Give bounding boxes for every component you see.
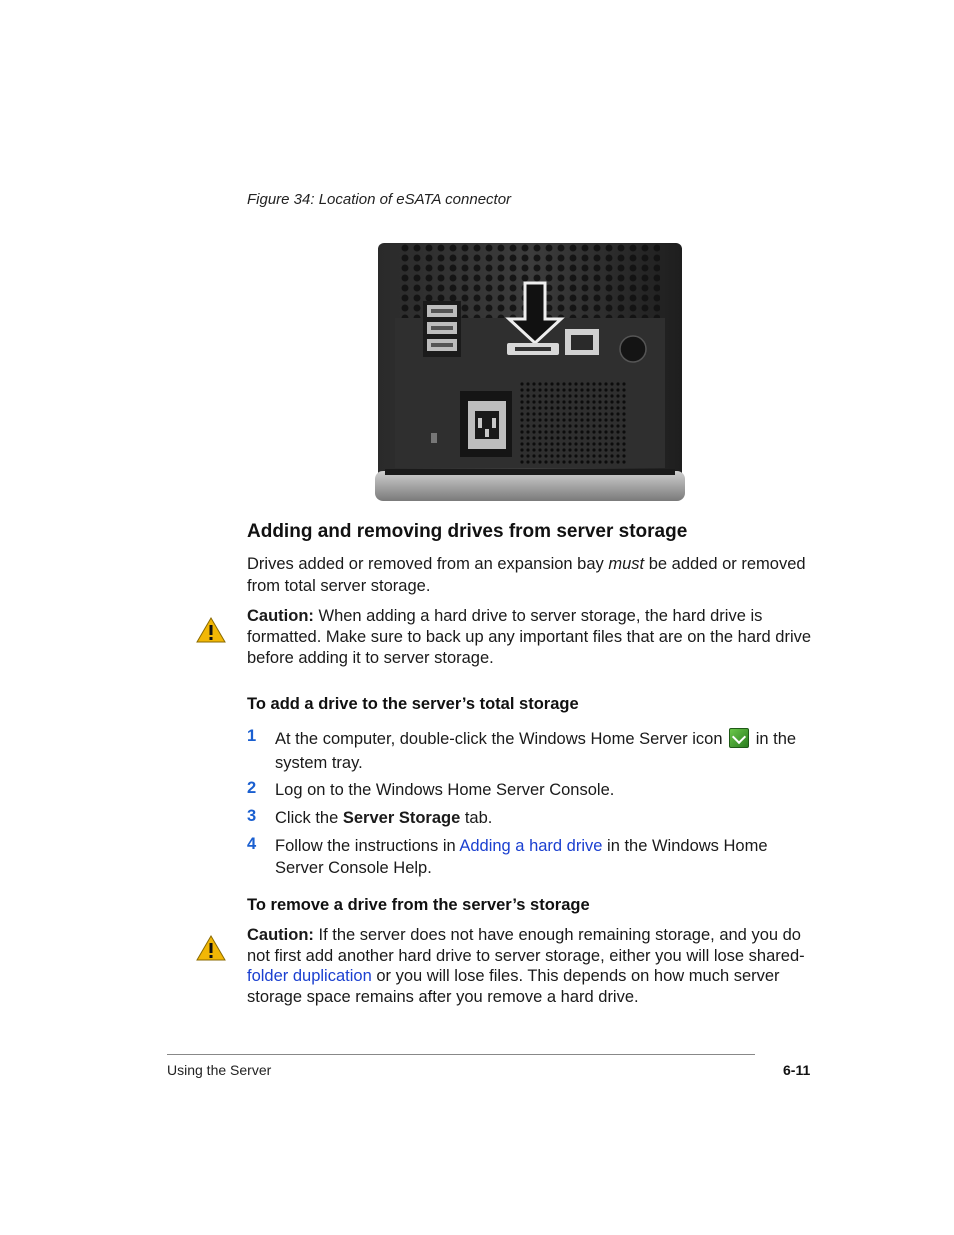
caution-text-continued: or you will lose files. This depends on how much server storage space remains after you remove a hard drive. — [247, 967, 780, 1006]
caution-icon — [195, 934, 227, 962]
step-text-part: At the computer, double-click the Windows Home Server icon — [275, 730, 728, 748]
step-text — [275, 727, 815, 775]
step-number: 3 — [247, 807, 257, 825]
section-title: Adding and removing drives from server storage — [247, 521, 688, 542]
caution-note-format — [247, 606, 817, 669]
caution-text: When adding a hard drive to server storage, the hard drive is formatted. Make sure to back up any important files that are on the hard drive before adding it to server storage. — [247, 607, 812, 667]
windows-home-server-tray-icon — [729, 728, 749, 748]
section-intro — [247, 553, 817, 597]
footer-divider — [167, 1054, 755, 1055]
procedure-remove-title: To remove a drive from the server’s storage — [247, 896, 590, 914]
esata-connector-photo — [375, 243, 685, 501]
caution-note-remove — [247, 925, 817, 1007]
footer-page-number: 6-11 — [783, 1062, 811, 1078]
step-text-part: Follow the instructions in — [275, 837, 460, 855]
footer-chapter-title: Using the Server — [167, 1062, 272, 1078]
figure-caption: Figure 34: Location of eSATA connector — [247, 191, 512, 208]
step-text-part: in the Windows Home Server Console Help. — [275, 837, 768, 877]
step-number: 1 — [247, 727, 257, 745]
step-text — [275, 835, 815, 879]
folder-duplication-link[interactable]: folder duplication — [247, 967, 372, 985]
intro-text: Drives added or removed from an expansion bay — [247, 555, 609, 573]
adding-hard-drive-link[interactable]: Adding a hard drive — [459, 837, 603, 855]
step-text — [275, 807, 815, 829]
intro-emphasis: must — [608, 555, 645, 573]
step-number: 4 — [247, 835, 257, 853]
server-storage-tab-label: Server Storage — [342, 809, 461, 827]
step-text: Log on to the Windows Home Server Console. — [275, 781, 615, 799]
caution-icon — [195, 616, 227, 644]
step-number: 2 — [247, 779, 257, 797]
caution-text: If the server does not have enough remaining storage, and you do not first add another hard drive to server storage, either you will lose shared- — [247, 926, 805, 965]
procedure-add-title: To add a drive to the server’s total storage — [247, 695, 579, 713]
caution-label: Caution: — [247, 926, 314, 944]
step-text-part: in the system tray. — [275, 730, 797, 772]
step-text-part: tab. — [460, 809, 493, 827]
caution-label: Caution: — [247, 607, 314, 625]
intro-text-continued: be added or removed from total server storage. — [247, 555, 806, 595]
step-text-part: Click the — [275, 809, 343, 827]
